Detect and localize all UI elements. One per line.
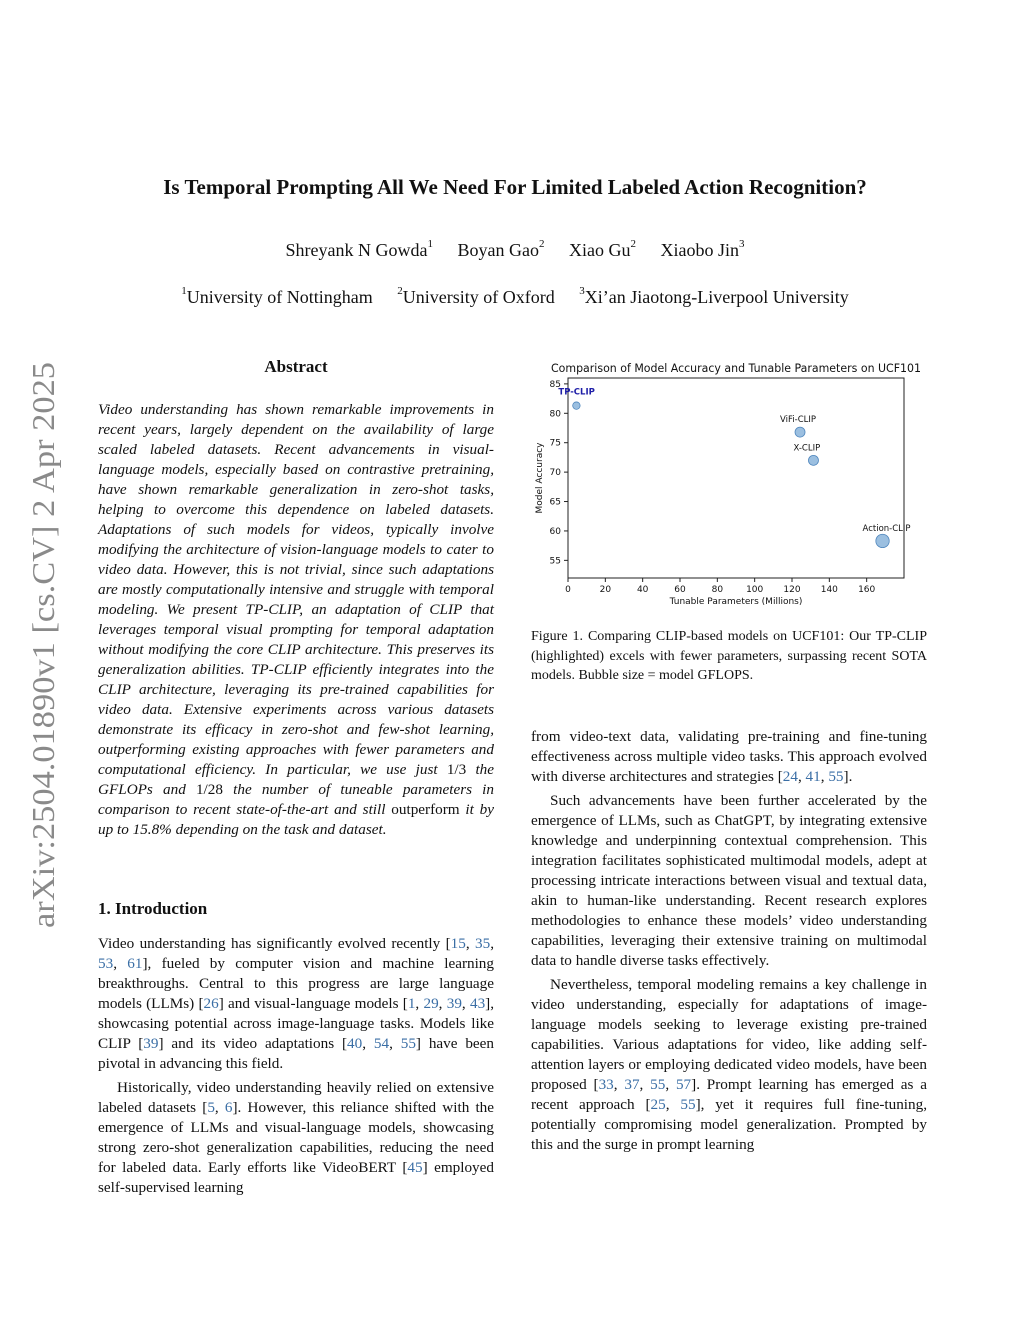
citation-link[interactable]: 35: [475, 935, 491, 952]
data-point-label: ViFi-CLIP: [780, 415, 817, 426]
x-tick-label: 20: [599, 585, 612, 595]
author-2: Boyan Gao$^2$: [457, 238, 545, 260]
citation-link[interactable]: 40: [347, 1035, 363, 1052]
affiliation-3: $^3$Xi’an Jiaotong-Liverpool University: [579, 285, 849, 307]
scatter-chart: [531, 358, 931, 620]
data-point: [795, 427, 805, 437]
citation-link[interactable]: 37: [624, 1076, 640, 1093]
plot-frame: [568, 378, 904, 578]
citation-link[interactable]: 55: [650, 1076, 666, 1093]
y-tick-label: 65: [549, 497, 561, 508]
right-column-body: [531, 727, 927, 1159]
citation-link[interactable]: 15: [450, 935, 466, 952]
abstract-heading: Abstract: [264, 357, 328, 376]
data-point: [876, 534, 889, 547]
author-list: [80, 240, 950, 261]
citation-link[interactable]: 55: [828, 768, 844, 785]
data-point: [808, 455, 818, 465]
citation-link[interactable]: 55: [400, 1035, 416, 1052]
x-tick-label: 60: [674, 585, 686, 595]
author-3: Xiao Gu$^2$: [568, 238, 636, 260]
y-tick-label: 80: [549, 409, 561, 420]
paper-title: Is Temporal Prompting All We Need For Limited Labeled Action Recognition?: [163, 175, 867, 199]
citation-link[interactable]: 6: [224, 1099, 233, 1116]
right-paragraph-1: from video-text data, validating pre-training and fine-tuning effectiveness across multiple video tasks. This approach evolved with diverse architectures and strategies [24, 41, 55].: [531, 728, 927, 785]
x-tick-label: 40: [636, 585, 649, 595]
citation-link[interactable]: 43: [469, 995, 486, 1012]
citation-link[interactable]: 1: [407, 995, 416, 1012]
data-point: [573, 402, 580, 409]
x-tick-label: 0: [565, 585, 571, 595]
citation-link[interactable]: 39: [446, 995, 462, 1012]
data-point-label: X-CLIP: [793, 443, 821, 454]
arxiv-sidebar-stamp: [10, 360, 70, 935]
citation-link[interactable]: 39: [143, 1035, 159, 1052]
author-4: Xiaobo Jin$^3$: [660, 238, 745, 260]
x-tick-label: 140: [820, 585, 838, 595]
arxiv-id: arXiv:2504.01890v1 [cs.CV] 2 Apr 2025: [25, 401, 61, 928]
affiliation-2: $^2$University of Oxford: [397, 285, 555, 307]
y-tick-label: 55: [549, 556, 561, 567]
citation-link[interactable]: 26: [203, 995, 219, 1012]
y-tick-label: 85: [549, 379, 561, 390]
y-tick-label: 70: [549, 468, 561, 479]
figure-1: [531, 358, 931, 620]
citation-link[interactable]: 53: [98, 955, 114, 972]
affiliation-list: [80, 287, 950, 308]
y-axis-label: Model Accuracy: [535, 442, 545, 514]
citation-link[interactable]: 24: [782, 768, 798, 785]
intro-body: [98, 934, 494, 1202]
data-point-label: Action-CLIP: [862, 523, 911, 534]
y-tick-label: 60: [549, 526, 561, 537]
author-1: Shreyank N Gowda$^1$: [285, 238, 433, 260]
chart-title: Comparison of Model Accuracy and Tunable Parameters on UCF101: [551, 362, 921, 375]
citation-link[interactable]: 29: [423, 995, 439, 1012]
citation-link[interactable]: 54: [373, 1035, 390, 1052]
citation-link[interactable]: 41: [805, 768, 821, 785]
data-point-label: TP-CLIP: [558, 387, 595, 398]
affiliation-1: $^1$University of Nottingham: [181, 285, 373, 307]
x-tick-label: 100: [746, 585, 764, 595]
citation-link[interactable]: 33: [598, 1076, 614, 1093]
x-tick-label: 80: [711, 585, 724, 595]
citation-link[interactable]: 5: [207, 1099, 215, 1116]
citation-link[interactable]: 57: [675, 1076, 692, 1093]
citation-link[interactable]: 55: [680, 1096, 696, 1113]
citation-link[interactable]: 45: [407, 1159, 423, 1176]
y-tick-label: 75: [549, 438, 561, 449]
section-heading-introduction: 1. Introduction: [98, 899, 208, 918]
right-paragraph-3: Nevertheless, temporal modeling remains a key challenge in video understanding, especially for adaptations of image-language models seeking to leverage existing pre-trained capabilities. Various adaptations for video, like adding self-attention layers or employing dedicated video models, have been proposed [33, 37, 55, 57]. Prompt learning has emerged as a recent approach [25, 55], yet it requires full fine-tuning, potentially compromising model generalization. Prompted by this and the surge in prompt learning: [531, 976, 927, 1153]
right-paragraph-2: Such advancements have been further accelerated by the emergence of LLMs, such as ChatGPT, by integrating extensive knowledge and underpinning contextual comprehension. This integration facilitates sophisticated multimodal models, adept at processing intricate interactions between visual and textual data, akin to human-like understanding. Recent research explores methodologies to enhance these models’ video understanding capabilities, leveraging their extensive training on multimodal data to handle diverse tasks effectively.: [531, 792, 927, 969]
figure-caption: Figure 1. Comparing CLIP-based models on UCF101: Our TP-CLIP (highlighted) excels with fewer parameters, surpassing recent SOTA models. Bubble size = model GFLOPS.: [531, 629, 927, 683]
x-tick-label: 120: [783, 585, 801, 595]
intro-paragraph-2: Historically, video understanding heavily relied on extensive labeled datasets [5, 6]. However, this reliance shifted with the emergence of LLMs and visual-language models, showcasing strong zero-shot generalization capabilities, reducing the need for labeled data. Early efforts like VideoBERT [45] employed self-supervised learning: [98, 1079, 495, 1196]
citation-link[interactable]: 61: [127, 955, 143, 972]
intro-paragraph-1: Video understanding has significantly evolved recently [15, 35, 53, 61], fueled by computer vision and machine learning breakthroughs. Central to this progress are large language models (LLMs) [26] and visual-language models [1, 29, 39, 43], showcasing potential across image-language tasks. Models like CLIP [39] and its video adaptations [40, 54, 55] have been pivotal in advancing this field.: [98, 935, 495, 1072]
abstract-body: Video understanding has shown remarkable improvements in recent years, largely dependent on the availability of large scaled labeled datasets. Recent advancements in visual-language models, especially based on contrastive pretraining, have shown remarkable generalization in zero-shot tasks, helping to overcome this dependence on labeled datasets. Adaptations of such models for videos, typically involve modifying the architecture of vision-language models to cater to video data. However, this is not trivial, since such adaptations are mostly computationally intensive and struggle with temporal modeling. We present TP-CLIP, an adaptation of CLIP that leverages temporal visual prompting for temporal adaptation without modifying the core CLIP architecture. This preserves its generalization abilities. TP-CLIP efficiently integrates into the CLIP architecture, leveraging its pre-trained capabilities for video data. Extensive experiments across various datasets demonstrate its efficacy in zero-shot and few-shot learning, outperforming existing approaches with fewer parameters and computational efficiency. In particular, we use just 1/3 the GFLOPs and 1/28 the number of tuneable parameters in comparison to recent state-of-the-art and still outperform it by up to 15.8% depending on the task and dataset.: [98, 401, 495, 838]
citation-link[interactable]: 25: [650, 1096, 666, 1113]
x-tick-label: 160: [858, 585, 876, 595]
x-axis-label: Tunable Parameters (Millions): [669, 597, 803, 607]
